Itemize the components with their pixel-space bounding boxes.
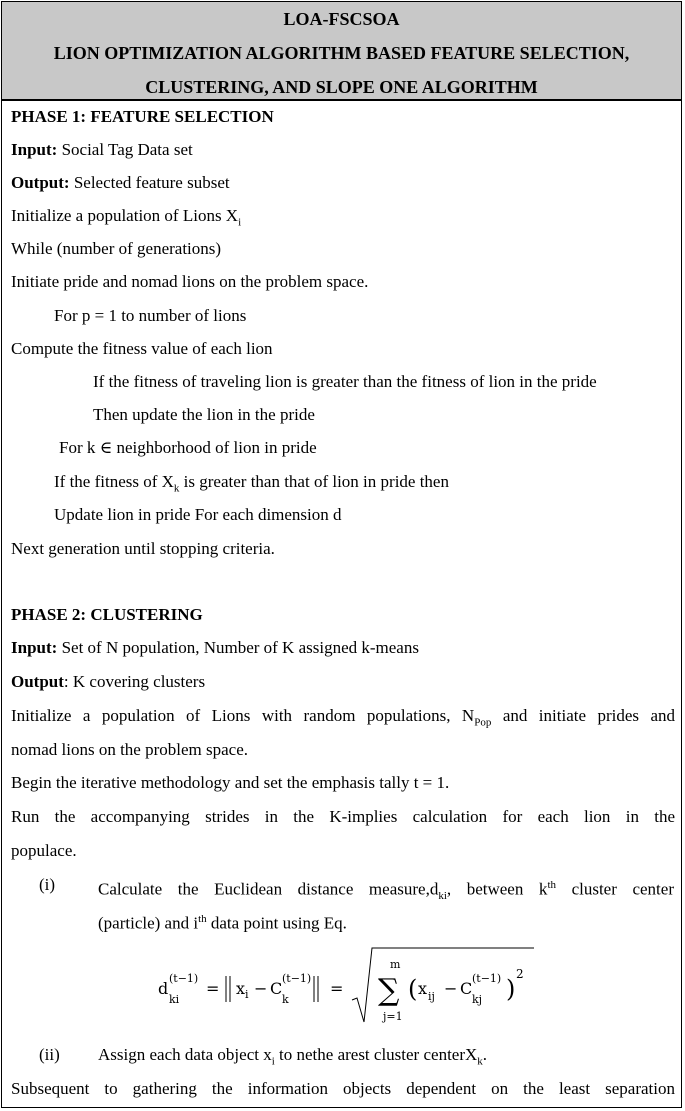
phase1-output: Output: Selected feature subset xyxy=(11,173,230,192)
step-ii-text: Assign each data object $x_i$ to nethe arest cluster centerX$_k$. xyxy=(98,1045,488,1068)
phase1-line-then-update: Then update the lion in the pride xyxy=(93,405,315,424)
algorithm-box xyxy=(1,1,682,1108)
svg-text:(: ( xyxy=(408,975,418,1003)
svg-text:−: − xyxy=(444,979,458,998)
phase2-output: Output: K covering clusters xyxy=(11,672,206,691)
svg-text:∑: ∑ xyxy=(378,973,400,1008)
phase1-title: PHASE 1: FEATURE SELECTION xyxy=(11,107,274,126)
svg-text:C: C xyxy=(460,979,473,998)
phase1-line-for-k: For k ∈ neighborhood of lion in pride xyxy=(59,438,317,457)
svg-text:=: = xyxy=(330,979,344,998)
header-subtitle-1: LION OPTIMIZATION ALGORITHM BASED FEATURE SELECTION, xyxy=(53,43,630,63)
svg-text:j=1: j=1 xyxy=(383,1010,403,1023)
svg-text:x: x xyxy=(418,979,428,998)
header-title: LOA-FSCSOA xyxy=(283,9,400,29)
svg-text:i: i xyxy=(245,988,249,1001)
svg-text:kj: kj xyxy=(472,993,483,1006)
phase1-line-next-gen: Next generation until stopping criteria. xyxy=(11,539,275,558)
svg-text:(t−1): (t−1) xyxy=(169,972,199,985)
phase1-line-compute: Compute the fitness value of each lion xyxy=(11,339,273,358)
phase2-init-line-2: nomad lions on the problem space. xyxy=(11,740,249,759)
algorithm-header xyxy=(2,2,681,101)
phase2-init-line: Initialize a population of Lions with random populations, $N_{Pop}$ and initiate prides and xyxy=(11,706,676,729)
step-i-text: Calculate the Euclidean distance $measure,d_{ki}$, between $k^{th}$ cluster center xyxy=(98,879,674,903)
header-subtitle-2: CLUSTERING, AND SLOPE ONE ALGORITHM xyxy=(145,77,538,97)
phase1-line-for-p: For p = 1 to number of lions xyxy=(54,306,247,325)
phase2-run-2: populace. xyxy=(11,841,77,860)
step-i-number: (i) xyxy=(39,875,56,894)
svg-text:ki: ki xyxy=(169,993,180,1006)
svg-text:−: − xyxy=(254,979,268,998)
phase1-line-if-traveling: If the fitness of traveling lion is greater than the fitness of lion in the pride xyxy=(93,372,597,391)
svg-text:=: = xyxy=(206,979,220,998)
svg-text:k: k xyxy=(282,993,289,1006)
svg-text:d: d xyxy=(158,979,169,998)
phase1-line-while: While (number of generations) xyxy=(11,239,222,258)
phase1-input: Input: Social Tag Data set xyxy=(11,140,193,159)
phase1-line-init: Initialize a population of Lions $X_i$ xyxy=(11,206,242,229)
step-i-text-2: (particle) and $i^{th}$ data point using Eq. xyxy=(98,913,347,933)
phase1-line-if-fitness: If the fitness of $X_k$ is greater than that of lion in pride then xyxy=(54,472,449,495)
svg-text:ij: ij xyxy=(428,990,435,1003)
phase2-last-line: Subsequent to gathering the information objects dependent on the least separation xyxy=(11,1079,675,1098)
phase1-line-initiate: Initiate pride and nomad lions on the problem space. xyxy=(11,272,369,291)
svg-text:(t−1): (t−1) xyxy=(472,972,502,985)
svg-text:(t−1): (t−1) xyxy=(282,972,312,985)
phase2-begin: Begin the iterative methodology and set the emphasis tally t = 1. xyxy=(11,773,450,792)
phase2-title: PHASE 2: CLUSTERING xyxy=(11,605,203,624)
svg-text:m: m xyxy=(390,958,401,971)
svg-text:C: C xyxy=(270,979,283,998)
euclidean-distance-formula xyxy=(142,942,562,1030)
svg-text:x: x xyxy=(236,979,246,998)
phase2-input: Input: Set of N population, Number of K assigned k-means xyxy=(11,638,419,657)
step-ii-number: (ii) xyxy=(39,1045,60,1064)
svg-text:2: 2 xyxy=(516,967,524,981)
svg-text:): ) xyxy=(506,975,516,1003)
phase2-run: Run the accompanying strides in the K-implies calculation for each lion in the xyxy=(11,807,675,826)
phase1-line-update-lion: Update lion in pride For each dimension d xyxy=(54,505,342,524)
